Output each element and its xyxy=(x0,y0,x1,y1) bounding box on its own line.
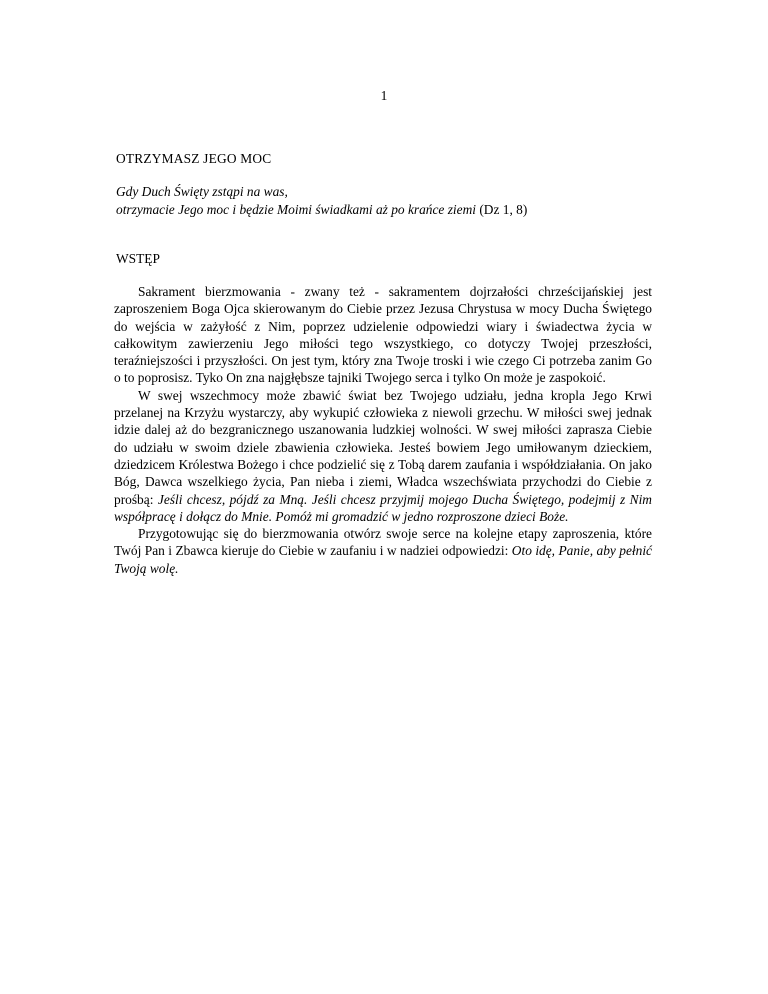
paragraph xyxy=(114,283,652,387)
paragraph-italic: Oto idę, Panie, aby pełnić Twoją wolę. xyxy=(114,543,652,576)
page-number: 1 xyxy=(380,88,388,103)
motto-line-2-text: otrzymacie Jego moc i będzie Moimi świadkami aż po krańce ziemi xyxy=(116,202,476,217)
section-heading: WSTĘP xyxy=(116,251,160,266)
motto-reference: (Dz 1, 8) xyxy=(476,202,528,217)
paragraph-text: W swej wszechmocy może zbawić świat bez Twojego udziału, jedna kropla Jego Krwi przelanej na Krzyżu wystarczy, aby wykupić człowieka z niewoli grzechu. W miłości swej jednak idzie dalej aż do bezgranicznego uszanowania ludzkiej wolności. W swej miłości zaprasza Ciebie do udziału w swoim dziele zbawienia człowieka. Jesteś bowiem Jego umiłowanym dzieckiem, dziedzicem Królestwa Bożego i chce podzielić się z Tobą darem zaufania i współdziałania. On jako Bóg, Dawca wszelkiego życia, Pan nieba i ziemi, Władca wszechświata przychodzi do Ciebie z prośbą: xyxy=(114,387,652,507)
motto-line-1-text: Gdy Duch Święty zstąpi na was, xyxy=(116,184,288,199)
body-text xyxy=(114,283,652,577)
motto-line-2 xyxy=(116,201,652,219)
motto-line-1 xyxy=(116,183,652,201)
paragraph xyxy=(114,387,652,525)
document-content xyxy=(116,150,652,577)
document-title: OTRZYMASZ JEGO MOC xyxy=(116,151,272,166)
paragraph-italic: Jeśli chcesz, pójdź za Mną. Jeśli chcesz przyjmij mojego Ducha Świętego, podejmij z Nim współpracę i dołącz do Mnie. Pomóż mi gromadzić w jedno rozproszone dzieci Boże. xyxy=(114,491,652,524)
paragraph-text: Sakrament bierzmowania - zwany też - sakramentem dojrzałości chrześcijańskiej jest zaproszeniem Boga Ojca skierowanym do Ciebie przez Jezusa Chrystusa w mocy Ducha Świętego do wejścia w zażyłość z Nim, poprzez udzielenie odpowiedzi wiary i świadectwa życia w całkowitym zawierzeniu Jego miłości tego wszystkiego, co dotyczy Twojej przeszłości, teraźniejszości i przyszłości. On jest tym, który zna Twoje troski i wie czego Ci potrzeba zanim Go o to poprosisz. Tyko On zna najgłębsze tajniki Twojego serca i tylko On może je zaspokoić. xyxy=(114,284,652,386)
paragraph xyxy=(114,525,652,577)
motto xyxy=(116,183,652,219)
paragraph-text: Przygotowując się do bierzmowania otwórz swoje serce na kolejne etapy zaproszenia, które Twój Pan i Zbawca kieruje do Ciebie w zaufaniu i w nadziei odpowiedzi: xyxy=(114,526,652,559)
